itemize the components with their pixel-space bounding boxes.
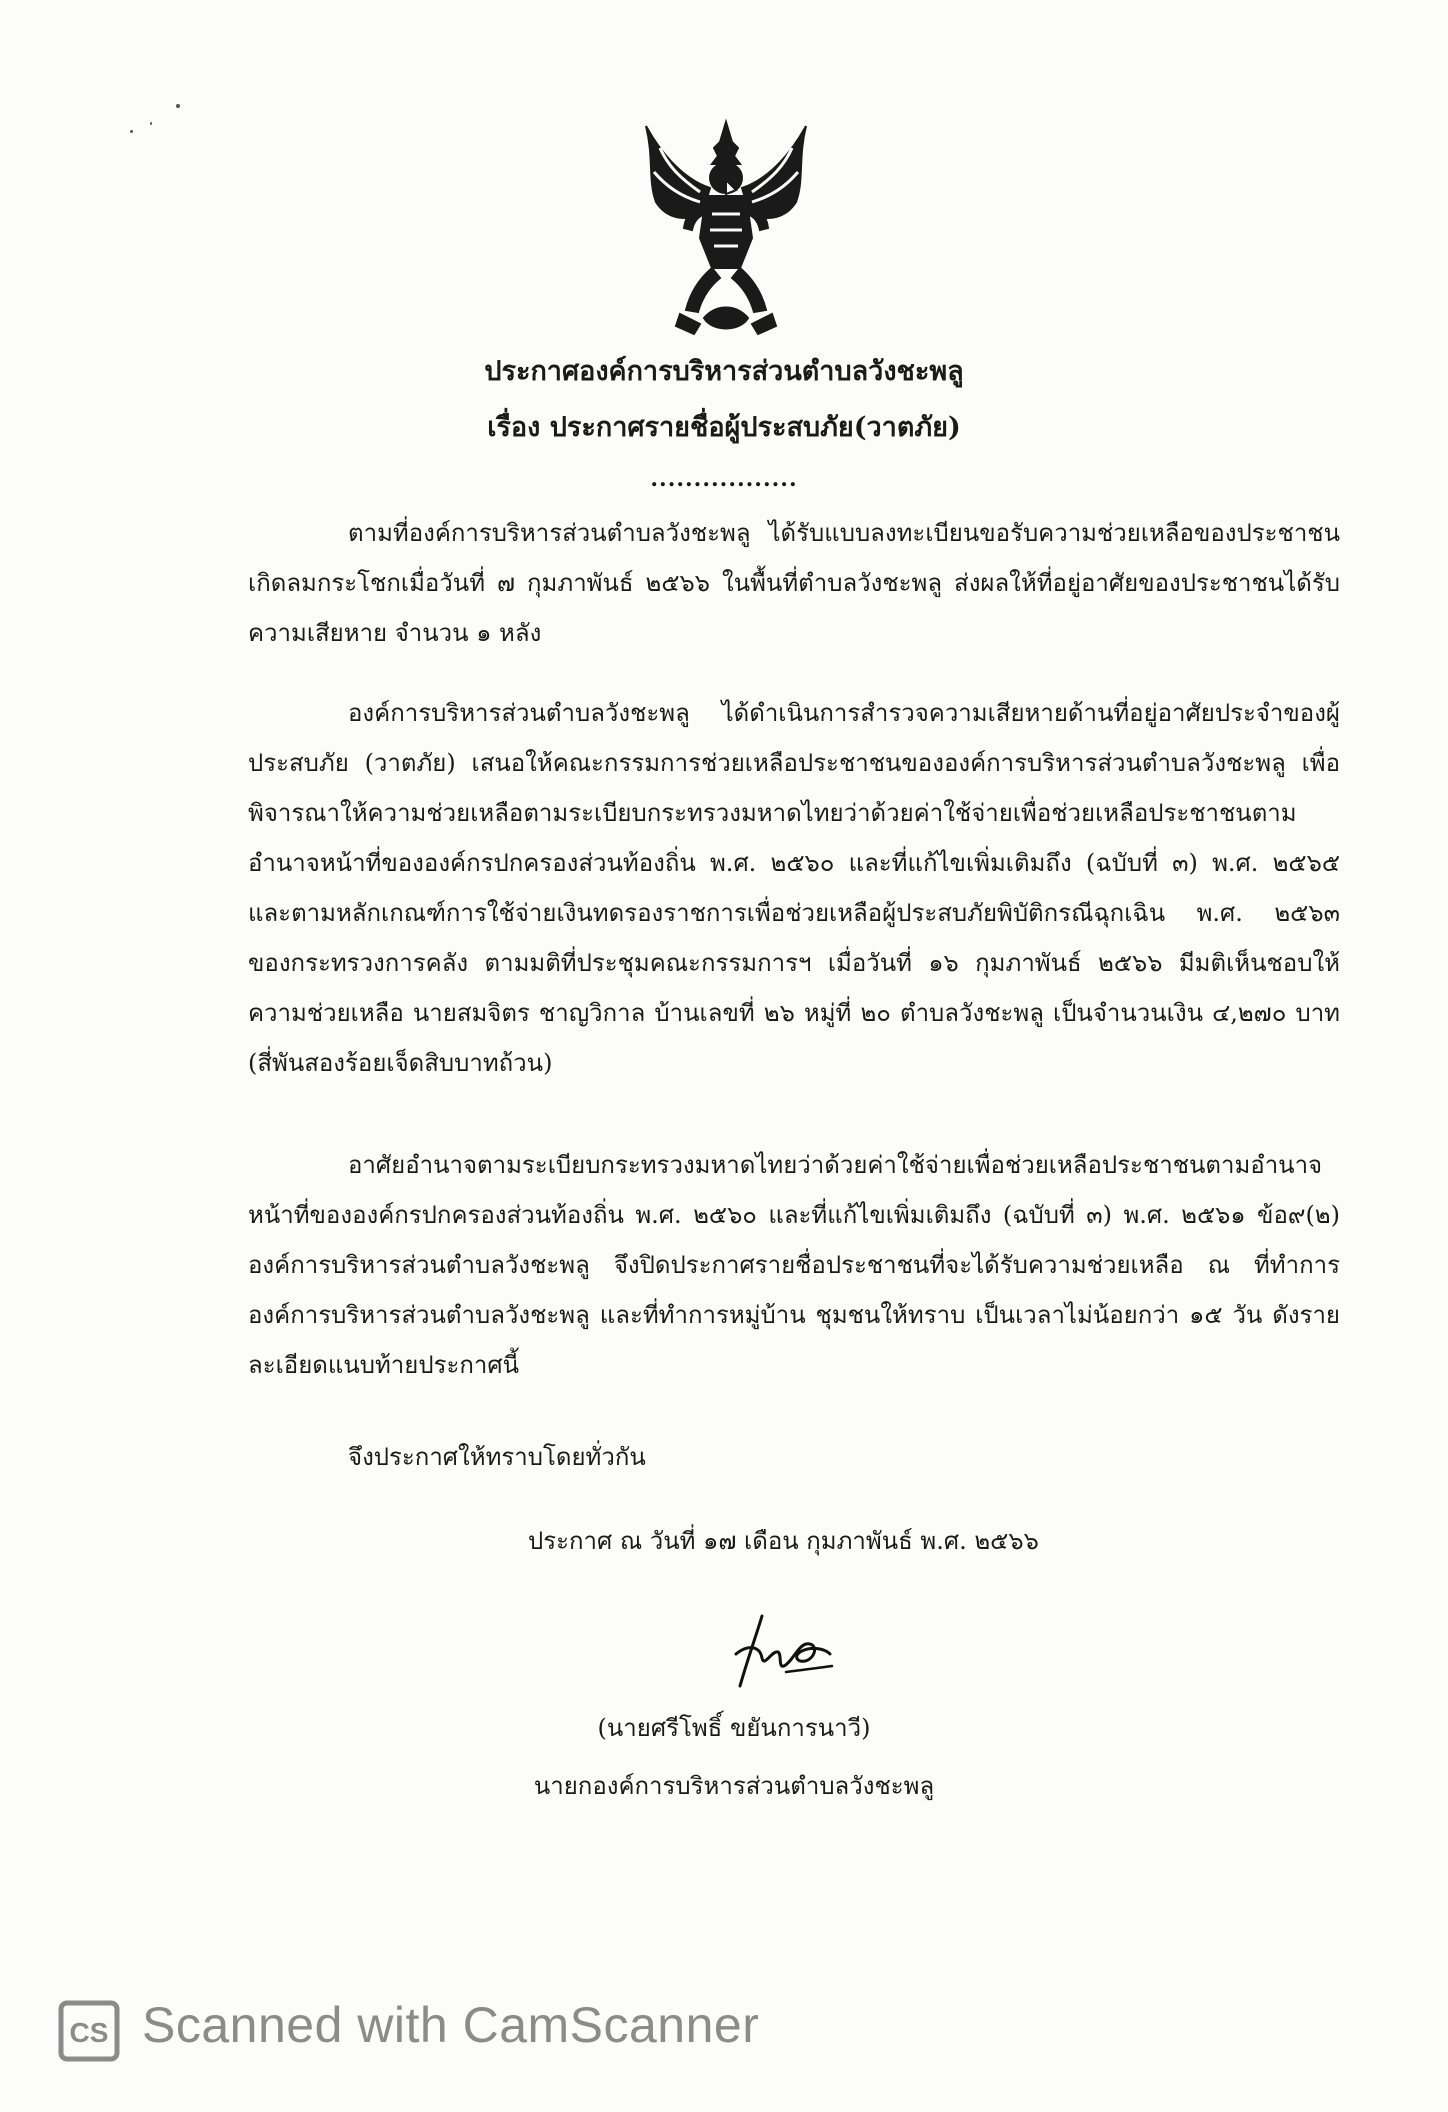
scan-speck <box>130 130 133 133</box>
camscanner-logo-icon <box>58 2000 120 2062</box>
signer-name: (นายศรีโพธิ์ ขยันการนาวี) <box>597 1714 871 1742</box>
closing-statement: จึงประกาศให้ทราบโดยทั่วกัน <box>348 1443 646 1471</box>
camscanner-logo-text: CS <box>69 2017 109 2048</box>
body-paragraph-1: ตามที่องค์การบริหารส่วนตำบลวังชะพลู ได้รับแบบลงทะเบียนขอรับความช่วยเหลือของประชาชน เกิดลมกระโชกเมื่อวันที่ ๗ กุมภาพันธ์ ๒๕๖๖ ในพื้นที่ตำบลวังชะพลู ส่งผลให้ที่อยู่อาศัยของประชาชนได้รับความเสียหาย จำนวน ๑ หลัง <box>248 519 1340 647</box>
announcement-date: ประกาศ ณ วันที่ ๑๗ เดือน กุมภาพันธ์ พ.ศ. ๒๕๖๖ <box>528 1527 1039 1555</box>
garuda-emblem-icon <box>640 118 812 340</box>
scan-speck <box>150 122 152 125</box>
scan-speck <box>176 104 180 108</box>
announcement-subject: เรื่อง ประกาศรายชื่อผู้ประสบภัย(วาตภัย) <box>487 412 961 443</box>
header-separator: ................. <box>650 466 798 492</box>
camscanner-watermark-text: Scanned with CamScanner <box>142 1997 760 2053</box>
body-paragraph-3: อาศัยอำนาจตามระเบียบกระทรวงมหาดไทยว่าด้วยค่าใช้จ่ายเพื่อช่วยเหลือประชาชนตามอำนาจหน้าที่ขององค์กรปกครองส่วนท้องถิ่น พ.ศ. ๒๕๖๐ และที่แก้ไขเพิ่มเติมถึง (ฉบับที่ ๓) พ.ศ. ๒๕๖๑ ข้อ๙(๒) องค์การบริหารส่วนตำบลวังชะพลู จึงปิดประกาศรายชื่อประชาชนที่จะได้รับความช่วยเหลือ ณ ที่ทำการองค์การบริหารส่วนตำบลวังชะพลู และที่ทำการหมู่บ้าน ชุมชนให้ทราบ เป็นเวลาไม่น้อยกว่า ๑๕ วัน ดังรายละเอียดแนบท้ายประกาศนี้ <box>248 1151 1340 1379</box>
signer-position: นายกองค์การบริหารส่วนตำบลวังชะพลู <box>533 1772 935 1800</box>
body-paragraph-2: องค์การบริหารส่วนตำบลวังชะพลู ได้ดำเนินการสำรวจความเสียหายด้านที่อยู่อาศัยประจำของผู้ประสบภัย (วาตภัย) เสนอให้คณะกรรมการช่วยเหลือประชาชนขององค์การบริหารส่วนตำบลวังชะพลู เพื่อพิจารณาให้ความช่วยเหลือตามระเบียบกระทรวงมหาดไทยว่าด้วยค่าใช้จ่ายเพื่อช่วยเหลือประชาชนตามอำนาจหน้าที่ขององค์กรปกครองส่วนท้องถิ่น พ.ศ. ๒๕๖๐ และที่แก้ไขเพิ่มเติมถึง (ฉบับที่ ๓) พ.ศ. ๒๕๖๕ และตามหลักเกณฑ์การใช้จ่ายเงินทดรองราชการเพื่อช่วยเหลือผู้ประสบภัยพิบัติกรณีฉุกเฉิน พ.ศ. ๒๕๖๓ ของกระทรวงการคลัง ตามมติที่ประชุมคณะกรรมการฯ เมื่อวันที่ ๑๖ กุมภาพันธ์ ๒๕๖๖ มีมติเห็นชอบให้ความช่วยเหลือ นายสมจิตร ชาญวิกาล บ้านเลขที่ ๒๖ หมู่ที่ ๒๐ ตำบลวังชะพลู เป็นจำนวนเงิน ๔,๒๗๐ บาท (สี่พันสองร้อยเจ็ดสิบบาทถ้วน) <box>248 699 1340 1077</box>
announcement-title: ประกาศองค์การบริหารส่วนตำบลวังชะพลู <box>484 356 964 387</box>
signature-icon <box>726 1610 836 1694</box>
